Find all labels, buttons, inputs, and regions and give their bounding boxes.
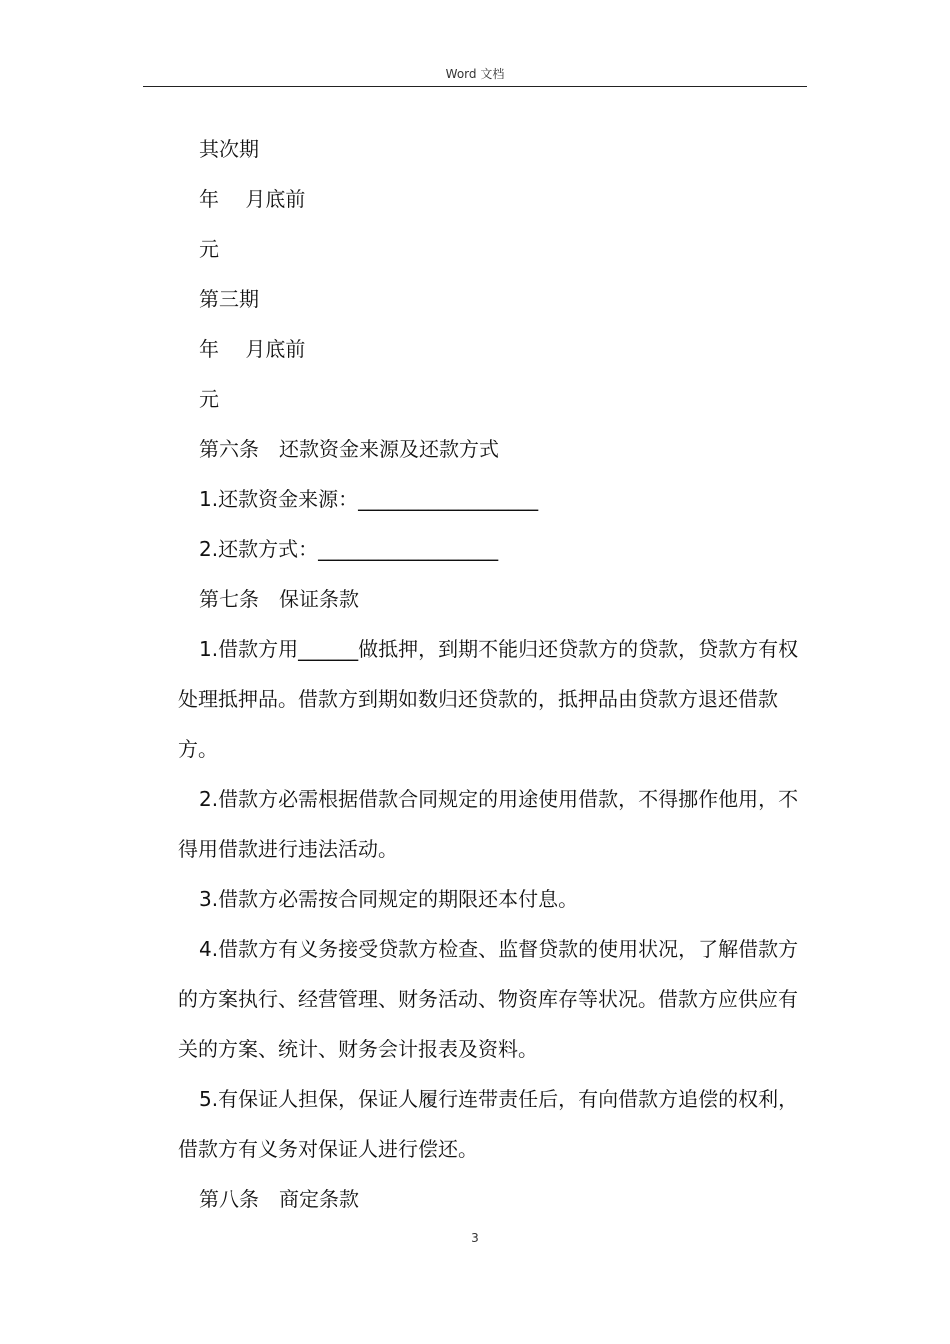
page-number: 3 [471, 1231, 479, 1245]
paragraph-third-period: 第三期 [199, 287, 259, 311]
article-six-heading: 第六条 还款资金来源及还款方式 [199, 437, 499, 461]
article-six-item-1: 1.还款资金来源：__________________ [199, 487, 539, 511]
article-seven-item-3: 3.借款方必需按合同规定的期限还本付息。 [199, 887, 579, 911]
paragraph-second-period: 其次期 [199, 137, 259, 161]
paragraph-second-period-amount: 元 [199, 237, 219, 261]
article-seven-item-2: 2.借款方必需根据借款合同规定的用途使用借款，不得挪作他用，不得用借款进行违法活动。 [178, 787, 799, 861]
document-header-title: Word 文档 [445, 67, 505, 81]
paragraph-third-period-amount: 元 [199, 387, 219, 411]
article-seven-item-5: 5.有保证人担保，保证人履行连带责任后，有向借款方追偿的权利，借款方有义务对保证人进行偿还。 [178, 1087, 799, 1161]
header-divider [143, 86, 807, 87]
article-six-item-2: 2.还款方式：__________________ [199, 537, 499, 561]
article-seven-item-4: 4.借款方有义务接受贷款方检查、监督贷款的使用状况，了解借款方的方案执行、经营管理、财务活动、物资库存等状况。借款方应供应有关的方案、统计、财务会计报表及资料。 [178, 937, 799, 1061]
article-seven-item-1: 1.借款方用______做抵押，到期不能归还贷款方的贷款，贷款方有权处理抵押品。借款方到期如数归还贷款的，抵押品由贷款方退还借款方。 [178, 637, 799, 761]
paragraph-second-period-date: 年 月底前 [199, 187, 306, 211]
article-seven-heading: 第七条 保证条款 [199, 587, 359, 611]
article-eight-heading: 第八条 商定条款 [199, 1187, 359, 1211]
paragraph-third-period-date: 年 月底前 [199, 337, 306, 361]
document-body [178, 124, 808, 1224]
